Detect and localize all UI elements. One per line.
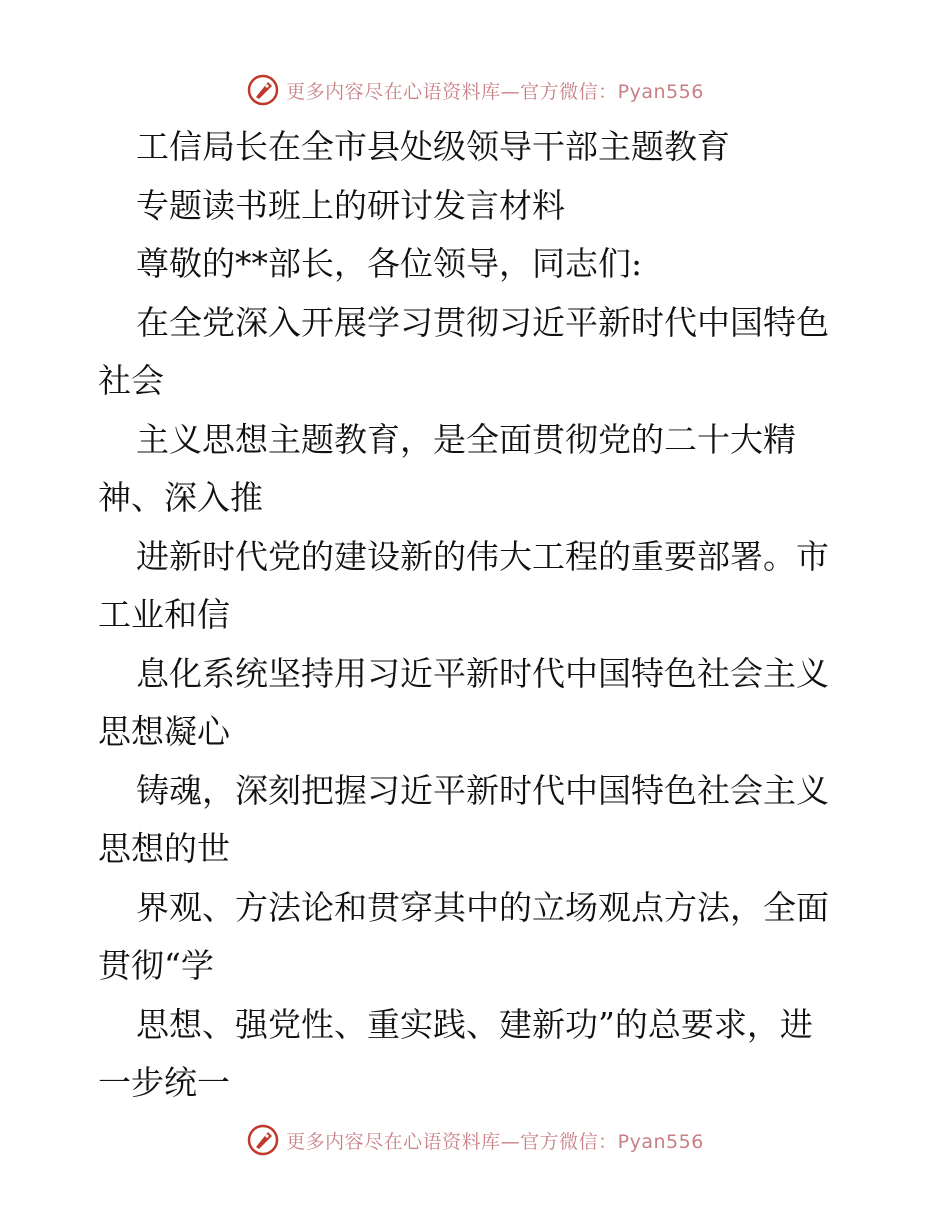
doc-line: 思想、强党性、重实践、建新功”的总要求，进 (136, 1004, 813, 1044)
watermark-text: 更多内容尽在心语资料库—官方微信：Pyan556 (286, 1130, 704, 1153)
doc-line: 尊敬的**部长，各位领导，同志们: (136, 244, 643, 283)
doc-line: 进新时代党的建设新的伟大工程的重要部署。市 (136, 536, 829, 576)
doc-line: 息化系统坚持用习近平新时代中国特色社会主义 (136, 653, 829, 693)
pen-nib-logo-icon (246, 73, 280, 107)
pen-nib-logo-icon (246, 1123, 280, 1157)
doc-line: 神、深入推 (98, 478, 263, 517)
header-watermark (0, 70, 950, 110)
doc-line: 社会 (98, 361, 164, 400)
doc-line: 铸魂，深刻把握习近平新时代中国特色社会主义 (136, 770, 829, 810)
doc-line: 贯彻“学 (98, 946, 214, 985)
doc-line: 工业和信 (98, 595, 230, 634)
doc-line: 主义思想主题教育，是全面贯彻党的二十大精 (136, 419, 796, 459)
footer-watermark (0, 1120, 950, 1160)
document-body (98, 118, 858, 1113)
doc-line: 专题读书班上的研讨发言材料 (136, 185, 565, 225)
doc-line: 一步统一 (98, 1063, 230, 1102)
doc-line: 思想凝心 (98, 712, 230, 751)
doc-line: 思想的世 (98, 829, 230, 868)
doc-line: 工信局长在全市县处级领导干部主题教育 (136, 127, 730, 166)
doc-line: 在全党深入开展学习贯彻习近平新时代中国特色 (136, 302, 829, 342)
watermark-text: 更多内容尽在心语资料库—官方微信：Pyan556 (286, 80, 704, 103)
doc-line: 界观、方法论和贯穿其中的立场观点方法，全面 (136, 887, 829, 927)
